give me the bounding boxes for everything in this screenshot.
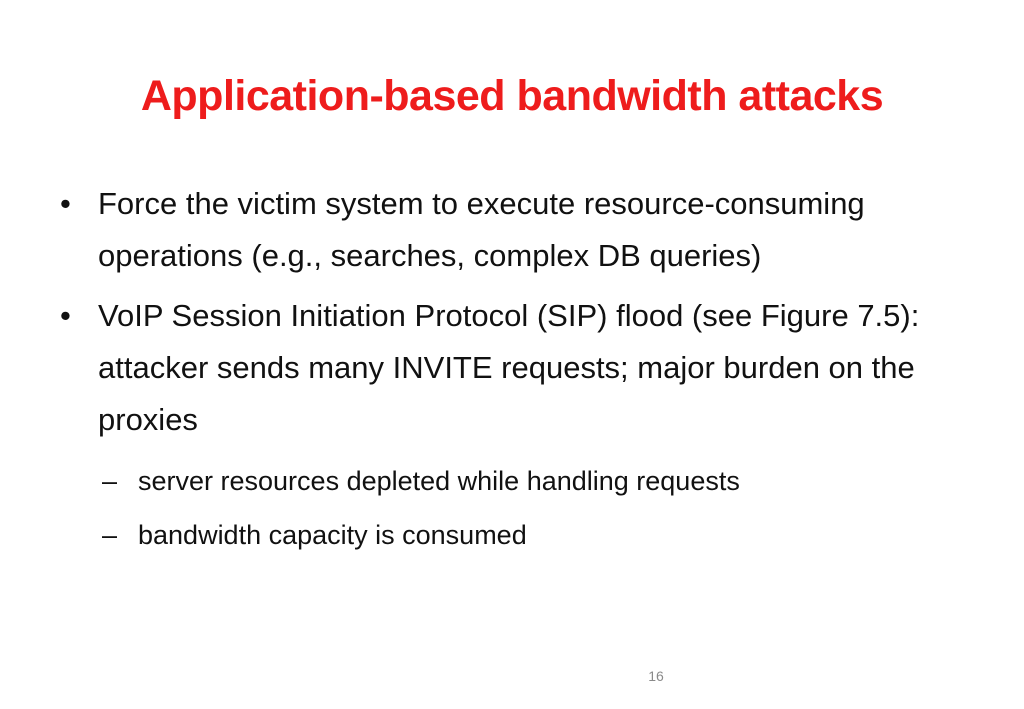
bullet-dot-icon: • xyxy=(60,298,71,333)
bullet-dot-icon: • xyxy=(60,186,71,221)
bullet-item xyxy=(56,290,976,446)
page-number: 16 xyxy=(648,668,664,684)
bullet-list xyxy=(56,178,976,562)
sub-bullet-item xyxy=(102,454,976,508)
slide-title: Application-based bandwidth attacks xyxy=(140,72,884,120)
dash-icon: – xyxy=(102,466,118,496)
sub-bullet-item xyxy=(102,508,976,562)
bullet-text: Force the victim system to execute resource-consuming operations (e.g., searches, complex DB queries) xyxy=(98,186,865,273)
bullet-item xyxy=(56,178,976,282)
sub-bullet-text: server resources depleted while handling requests xyxy=(138,466,740,496)
dash-icon: – xyxy=(102,520,118,550)
bullet-text: VoIP Session Initiation Protocol (SIP) flood (see Figure 7.5): attacker sends many INVITE requests; major burden on the proxies xyxy=(98,298,920,437)
sub-bullet-text: bandwidth capacity is consumed xyxy=(138,520,527,550)
sub-bullet-list xyxy=(102,454,976,562)
